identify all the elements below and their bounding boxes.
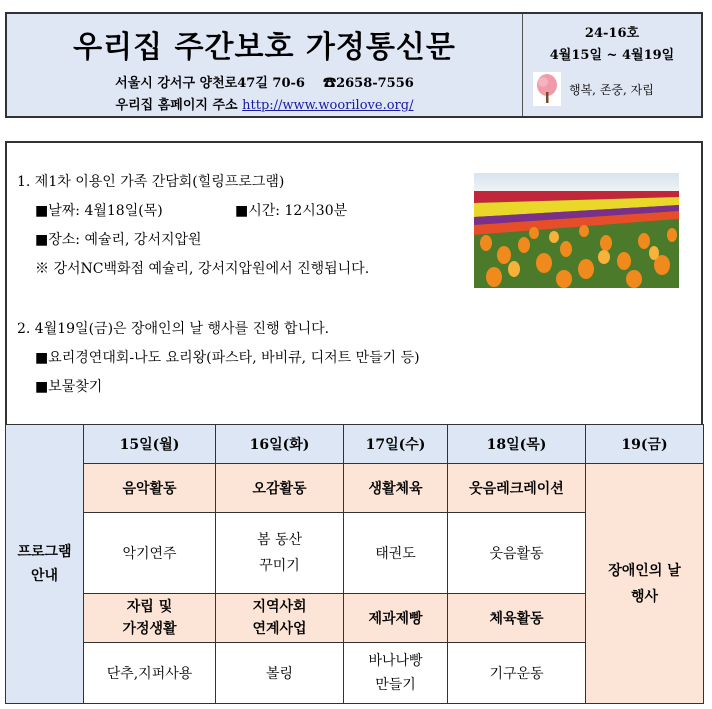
activity-head-wed-1: 생활체육 xyxy=(344,464,448,513)
activity-wed-1: 태권도 xyxy=(344,513,448,594)
activity-head-tue-2: 지역사회 연계사업 xyxy=(216,594,344,643)
homepage-line xyxy=(7,94,522,113)
activity-wed-2: 바나나빵 만들기 xyxy=(344,643,448,704)
newsletter-title: 우리집 주간보호 가정통신문 xyxy=(73,30,456,65)
header-title-panel xyxy=(7,14,523,116)
activity-head-thu-1: 웃음레크레이션 xyxy=(448,464,586,513)
activity-head-mon-1: 음악활동 xyxy=(84,464,216,513)
tree-icon xyxy=(533,72,561,106)
day-header-fri: 19(금) xyxy=(586,425,704,464)
activity-head-wed-2: 제과제빵 xyxy=(344,594,448,643)
activity-tue-1: 봄 동산 꾸미기 xyxy=(216,513,344,594)
motto: 행복, 존중, 자립 xyxy=(569,82,654,97)
notice-1-time: ■시간: 12시30분 xyxy=(235,203,348,219)
notice-1-note: ※ 강서NC백화점 예슐리, 강서지압원에서 진행됩니다. xyxy=(35,261,370,277)
tulip-field-photo xyxy=(474,173,679,288)
address-line xyxy=(7,72,522,91)
address: 서울시 강서구 양천로47길 70-6 xyxy=(115,76,305,91)
phone: ☎2658-7556 xyxy=(323,76,414,91)
notice-1-date: ■날짜: 4월18일(목) xyxy=(35,203,163,219)
day-header-tue: 16일(화) xyxy=(216,425,344,464)
homepage-label: 우리집 홈페이지 주소 xyxy=(115,98,238,113)
activity-head-tue-1: 오감활동 xyxy=(216,464,344,513)
notice-2-item-cooking: ■요리경연대회-나도 요리왕(파스타, 바비큐, 디저트 만들기 등) xyxy=(35,350,420,366)
activity-thu-1: 웃음활동 xyxy=(448,513,586,594)
notice-2-item-treasure: ■보물찾기 xyxy=(35,379,103,395)
activity-head-mon-2: 자립 및 가정생활 xyxy=(84,594,216,643)
notice-section xyxy=(5,141,703,424)
activity-thu-2: 기구운동 xyxy=(448,643,586,704)
weekly-program-table xyxy=(5,424,704,704)
activity-mon-1: 악기연주 xyxy=(84,513,216,594)
notice-1-place: ■장소: 예슐리, 강서지압원 xyxy=(35,232,202,248)
day-header-thu: 18일(목) xyxy=(448,425,586,464)
issue-panel xyxy=(523,14,701,116)
notice-2-title: 2. 4월19일(금)은 장애인의 날 행사를 진행 합니다. xyxy=(17,321,330,337)
activity-tue-2: 볼링 xyxy=(216,643,344,704)
motto-block xyxy=(533,72,654,106)
issue-date-range: 4월15일 ~ 4월19일 xyxy=(549,48,675,63)
day-header-mon: 15일(월) xyxy=(84,425,216,464)
program-guide-label: 프로그램 안내 xyxy=(6,425,84,704)
notice-1-title: 1. 제1차 이용인 가족 간담회(힐링프로그램) xyxy=(17,174,285,190)
homepage-link[interactable]: http://www.woorilove.org/ xyxy=(242,98,414,113)
day-header-wed: 17일(수) xyxy=(344,425,448,464)
friday-event-cell: 장애인의 날 행사 xyxy=(586,464,704,704)
activity-mon-2: 단추,지퍼사용 xyxy=(84,643,216,704)
issue-number: 24-16호 xyxy=(584,26,640,41)
activity-head-thu-2: 체육활동 xyxy=(448,594,586,643)
newsletter-header xyxy=(5,12,703,118)
